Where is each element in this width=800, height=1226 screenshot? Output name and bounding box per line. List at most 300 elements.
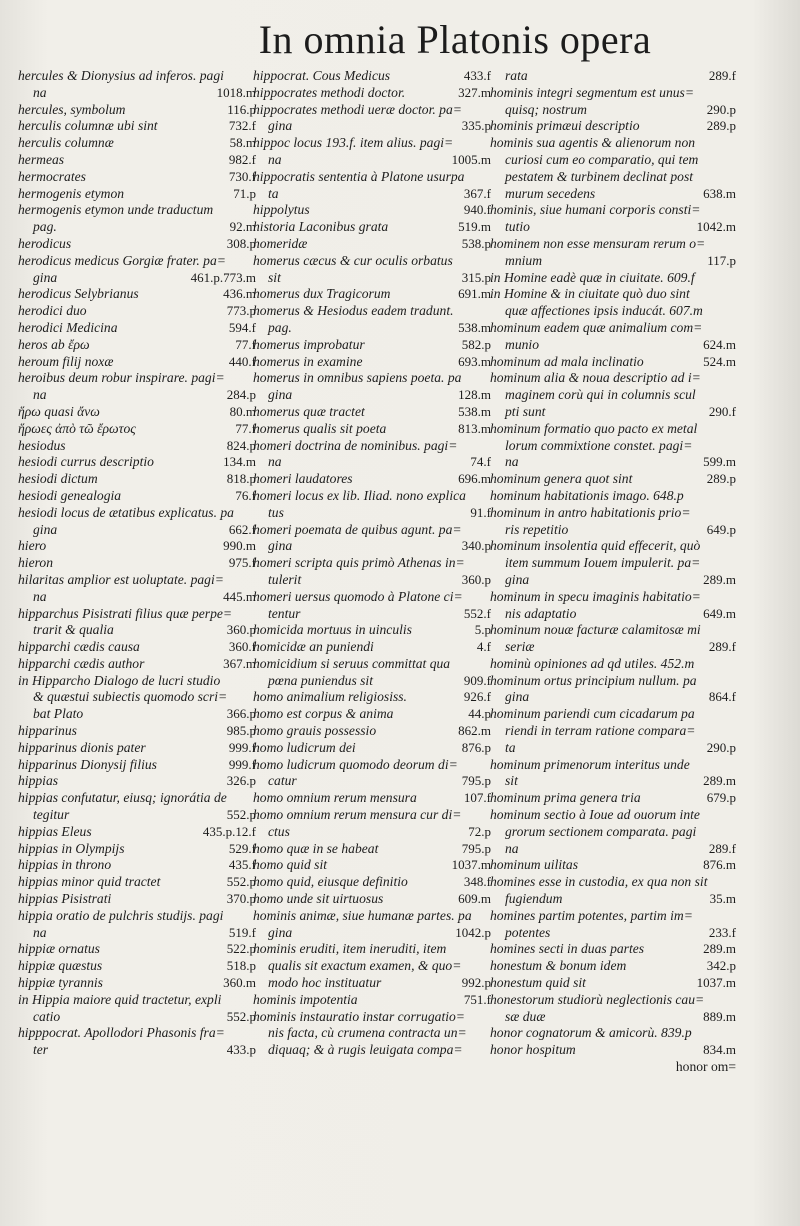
page-reference: 795.p <box>461 840 491 856</box>
index-line <box>490 975 736 992</box>
index-entry-text: hercules, symbolum <box>18 101 126 117</box>
index-line <box>253 337 491 354</box>
page-reference: 696.m <box>458 471 491 487</box>
index-line <box>253 857 491 874</box>
index-entry-text: tutio <box>505 219 530 235</box>
index-entry-text: hominum in antro habitationis prio= <box>490 504 691 520</box>
index-entry-text: hominis, siue humani corporis consti= <box>490 202 701 218</box>
index-line <box>18 421 256 438</box>
index-entry-text: maginem corù qui in columnis scul <box>505 387 696 403</box>
index-line <box>18 874 256 891</box>
page-reference: 985.p <box>226 723 256 739</box>
index-line <box>18 740 256 757</box>
index-line <box>253 370 491 387</box>
page-reference: 326.p <box>226 773 256 789</box>
page-reference: 342.p <box>706 958 736 974</box>
index-entry-text: ta <box>268 185 279 201</box>
index-entry-text: pestatem & turbinem declinat post <box>505 168 694 184</box>
index-entry-text: ter <box>33 1042 49 1058</box>
index-line <box>490 857 736 874</box>
index-entry-text: honestum quid sit <box>490 975 586 991</box>
index-entry-text: pœna puniendus sit <box>268 672 373 688</box>
page-reference: 940.f <box>463 202 491 218</box>
index-entry-text: ris repetitio <box>505 521 569 537</box>
page-reference: 529.f <box>228 840 256 856</box>
index-line <box>253 135 491 152</box>
page-reference: 552.f <box>463 605 491 621</box>
index-line <box>18 606 256 623</box>
page-reference: 360.m <box>223 975 256 991</box>
page-reference: 367.m <box>223 655 256 671</box>
index-entry-text: gina <box>33 269 58 285</box>
index-entry-text: quisq; nostrum <box>505 101 587 117</box>
page-reference: 77.f <box>235 336 256 352</box>
index-line <box>490 219 736 236</box>
page-reference: 992.p <box>461 975 491 991</box>
index-line <box>490 421 736 438</box>
index-line <box>18 689 256 706</box>
index-line <box>18 975 256 992</box>
index-line <box>18 1025 256 1042</box>
index-line <box>490 286 736 303</box>
index-entry-text: herodicus <box>18 235 72 251</box>
index-entry-text: hippias <box>18 773 59 789</box>
index-line <box>18 857 256 874</box>
page-reference: 1018.m <box>216 84 256 100</box>
index-line <box>18 639 256 656</box>
index-line <box>490 773 736 790</box>
index-entry-text: hippoc locus 193.f. item alius. pagi= <box>253 135 454 151</box>
page-reference: 436.m <box>223 286 256 302</box>
index-line <box>490 958 736 975</box>
index-entry-text: homo ludicrum dei <box>253 739 356 755</box>
index-entry-text: homo grauis possessio <box>253 723 377 739</box>
index-entry-text: hippias in throno <box>18 857 112 873</box>
index-line <box>490 270 736 287</box>
index-line <box>490 1009 736 1026</box>
index-line <box>490 186 736 203</box>
index-line <box>253 253 491 270</box>
index-entry-text: ἥρωες ἀπὸ τῶ ἔρωτος <box>18 420 136 436</box>
index-entry-text: catio <box>33 1008 61 1024</box>
index-line <box>490 606 736 623</box>
index-line <box>253 639 491 656</box>
index-entry-text: homo quid sit <box>253 857 328 873</box>
page-reference: 461.p.773.m <box>190 269 256 285</box>
index-entry-text: diquaq; & à rugis leuigata compa= <box>268 1042 463 1058</box>
page-reference: 1037.m <box>696 975 736 991</box>
index-line <box>490 706 736 723</box>
index-line <box>253 85 491 102</box>
index-entry-text: heros ab ἔρω <box>18 336 90 352</box>
page-reference: 649.p <box>706 521 736 537</box>
index-entry-text: historia Laconibus grata <box>253 219 389 235</box>
page-reference: 315.p <box>461 269 491 285</box>
index-line <box>253 757 491 774</box>
page-reference: 435.f <box>228 857 256 873</box>
index-entry-text: honestorum studiorù neglectionis cau= <box>490 991 705 1007</box>
index-entry-text: hippolytus <box>253 202 310 218</box>
index-line <box>490 790 736 807</box>
index-line <box>18 505 256 522</box>
page-reference: 44.p <box>468 706 491 722</box>
index-entry-text: sit <box>268 269 281 285</box>
index-line <box>490 522 736 539</box>
index-entry-text: hesiodi dictum <box>18 471 98 487</box>
page-reference: 290.p <box>706 101 736 117</box>
index-entry-text: hermogenis etymon <box>18 185 125 201</box>
page-reference: 624.m <box>703 336 736 352</box>
index-entry-text: hominum primenorum interitus unde <box>490 756 690 772</box>
index-line <box>253 689 491 706</box>
index-line <box>490 253 736 270</box>
page-reference: 433.p <box>226 1042 256 1058</box>
index-entry-text: herodici duo <box>18 303 87 319</box>
index-entry-text: gina <box>33 521 58 537</box>
index-entry-text: sæ duæ <box>505 1008 546 1024</box>
index-line <box>253 891 491 908</box>
index-entry-text: homeri scripta quis primò Athenas in= <box>253 555 465 571</box>
index-entry-text: gina <box>505 689 530 705</box>
index-entry-text: tus <box>268 504 284 520</box>
page-reference: 233.f <box>708 924 736 940</box>
page-reference: 72.p <box>468 823 491 839</box>
index-line <box>18 807 256 824</box>
index-line <box>253 219 491 236</box>
index-entry-text: homicidæ an puniendi <box>253 639 374 655</box>
page-reference: 107.f <box>463 790 491 806</box>
index-line <box>18 958 256 975</box>
index-entry-text: gina <box>268 118 293 134</box>
index-line <box>490 337 736 354</box>
index-entry-text: homeridæ <box>253 235 308 251</box>
index-line <box>490 488 736 505</box>
index-line <box>253 538 491 555</box>
index-line <box>18 673 256 690</box>
index-entry-text: homo quid, eiusque definitio <box>253 874 408 890</box>
index-line <box>253 740 491 757</box>
index-line <box>490 941 736 958</box>
page-reference: 679.p <box>706 790 736 806</box>
page-reference: 91.f <box>470 504 491 520</box>
index-entry-text: sit <box>505 773 518 789</box>
index-entry-text: homicidium si seruus committat qua <box>253 655 451 671</box>
index-line <box>253 454 491 471</box>
index-line <box>18 236 256 253</box>
index-entry-text: nis adaptatio <box>505 605 577 621</box>
index-line <box>253 656 491 673</box>
index-line <box>18 404 256 421</box>
index-line <box>18 824 256 841</box>
index-entry-text: na <box>268 454 282 470</box>
index-line <box>253 505 491 522</box>
page-reference: 80.m <box>229 403 256 419</box>
index-line <box>253 555 491 572</box>
page-reference: 649.m <box>703 605 736 621</box>
page-reference: 1042.p <box>455 924 491 940</box>
index-entry-text: hesiodus <box>18 437 66 453</box>
page-reference: 730.f <box>228 168 256 184</box>
page-reference: 982.f <box>228 151 256 167</box>
index-entry-text: na <box>33 924 47 940</box>
index-entry-text: homo quæ in se habeat <box>253 840 379 856</box>
index-line <box>253 303 491 320</box>
index-line <box>490 169 736 186</box>
index-entry-text: na <box>33 387 47 403</box>
index-entry-text: honor hospitum <box>490 1042 576 1058</box>
index-entry-text: hominum eadem quæ animalium com= <box>490 319 703 335</box>
index-entry-text: hominum sectio à Ioue ad ouorum inte <box>490 807 700 823</box>
index-line <box>490 925 736 942</box>
index-entry-text: herodicus Selybrianus <box>18 286 139 302</box>
index-entry-text: homerus & Hesiodus eadem tradunt. <box>253 303 454 319</box>
page-reference: 862.m <box>458 723 491 739</box>
index-entry-text: hominum ad mala inclinatio <box>490 353 644 369</box>
index-line <box>18 387 256 404</box>
page-reference: 340.p <box>461 538 491 554</box>
index-entry-text: trarit & qualia <box>33 622 114 638</box>
index-entry-text: hesiodi locus de ætatibus explicatus. pa <box>18 504 234 520</box>
page-reference: 818.p <box>226 471 256 487</box>
index-line <box>490 572 736 589</box>
index-entry-text: gina <box>268 538 293 554</box>
index-entry-text: tentur <box>268 605 301 621</box>
index-line <box>490 807 736 824</box>
index-entry-text: herodicus medicus Gorgiæ frater. pa= <box>18 252 226 268</box>
index-line <box>18 1042 256 1059</box>
index-entry-text: hipparchi cædis causa <box>18 639 140 655</box>
index-line <box>18 622 256 639</box>
index-entry-text: hipparinus dionis pater <box>18 739 146 755</box>
index-entry-text: hipparinus Dionysij filius <box>18 756 157 772</box>
page-reference: 433.f <box>463 68 491 83</box>
index-entry-text: hippia oratio de pulchris studijs. pagi <box>18 907 224 923</box>
page-reference: 4.f <box>476 639 491 655</box>
index-line <box>18 68 256 85</box>
page-reference: 552.p <box>226 1008 256 1024</box>
index-entry-text: hippiæ tyrannis <box>18 975 103 991</box>
index-entry-text: hippocrates methodi ueræ doctor. pa= <box>253 101 462 117</box>
page-reference: 552.p <box>226 807 256 823</box>
index-entry-text: heroum filij noxæ <box>18 353 114 369</box>
index-line <box>18 253 256 270</box>
index-line <box>253 421 491 438</box>
index-line <box>490 454 736 471</box>
page-reference: 999.f <box>228 739 256 755</box>
page-reference: 552.p <box>226 874 256 890</box>
index-entry-text: hesiodi currus descriptio <box>18 454 154 470</box>
page-reference: 582.p <box>461 336 491 352</box>
page-reference: 71.p <box>233 185 256 201</box>
index-line <box>18 706 256 723</box>
page-title: In omnia Platonis opera <box>258 17 652 62</box>
page-reference: 445.m <box>223 588 256 604</box>
index-entry-text: hominum alia & noua descriptio ad i= <box>490 370 701 386</box>
catchword: honor om= <box>675 1059 736 1075</box>
index-entry-text: homines esse in custodia, ex qua non sit <box>490 874 708 890</box>
index-line <box>253 354 491 371</box>
page-reference: 435.p.12.f <box>202 823 256 839</box>
page-reference: 824.p <box>226 437 256 453</box>
index-entry-text: hippiæ ornatus <box>18 941 100 957</box>
index-entry-text: hippocrates methodi doctor. <box>253 84 406 100</box>
index-entry-text: herculis columnæ ubi sint <box>18 118 158 134</box>
index-entry-text: homerus dux Tragicorum <box>253 286 391 302</box>
index-entry-text: in Hippia maiore quid tractetur, expli <box>18 991 222 1007</box>
index-line <box>490 354 736 371</box>
index-entry-text: hipppocrat. Apollodori Phasonis fra= <box>18 1025 225 1041</box>
index-entry-text: hipparchus Pisistrati filius quæ perpe= <box>18 605 233 621</box>
index-entry-text: hominis impotentia <box>253 991 358 1007</box>
index-line <box>18 85 256 102</box>
page-reference: 289.f <box>708 639 736 655</box>
index-line <box>490 740 736 757</box>
index-entry-text: homerus in omnibus sapiens poeta. pa <box>253 370 462 386</box>
index-entry-text: & quæstui subiectis quomodo scri= <box>33 689 228 705</box>
index-entry-text: rata <box>505 68 528 83</box>
index-entry-text: hominum habitationis imago. 648.p <box>490 487 684 503</box>
index-line <box>18 925 256 942</box>
page-reference: 1037.m <box>451 857 491 873</box>
index-entry-text: honor cognatorum & amicorù. 839.p <box>490 1025 692 1041</box>
index-line <box>18 454 256 471</box>
index-entry-text: hippias Eleus <box>18 823 92 839</box>
page-reference: 538.m <box>458 403 491 419</box>
index-line <box>253 286 491 303</box>
index-line <box>253 622 491 639</box>
index-entry-text: homo omnium rerum mensura <box>253 790 417 806</box>
index-line <box>18 757 256 774</box>
index-line <box>253 908 491 925</box>
index-line <box>253 169 491 186</box>
index-line <box>18 303 256 320</box>
index-line <box>253 202 491 219</box>
index-line <box>490 505 736 522</box>
page-reference: 308.p <box>226 235 256 251</box>
index-line <box>490 404 736 421</box>
page-reference: 290.p <box>706 739 736 755</box>
index-column-2 <box>253 68 491 1059</box>
index-line <box>18 102 256 119</box>
page-reference: 58.m <box>229 135 256 151</box>
page-reference: 524.m <box>703 353 736 369</box>
index-line <box>490 908 736 925</box>
page-reference: 864.f <box>708 689 736 705</box>
index-line <box>253 68 491 85</box>
page-reference: 440.f <box>228 353 256 369</box>
index-entry-text: hominum formatio quo pacto ex metal <box>490 420 698 436</box>
page-reference: 795.p <box>461 773 491 789</box>
index-entry-text: pag. <box>33 219 57 235</box>
page-reference: 77.f <box>235 420 256 436</box>
index-line <box>253 522 491 539</box>
page-reference: 1042.m <box>696 219 736 235</box>
index-line <box>490 992 736 1009</box>
index-line <box>490 639 736 656</box>
page-reference: 813.m <box>458 420 491 436</box>
index-entry-text: homeri locus ex lib. Iliad. nono explica <box>253 487 466 503</box>
index-entry-text: hominum insolentia quid effecerit, quò <box>490 538 701 554</box>
index-entry-text: seriæ <box>505 639 535 655</box>
index-entry-text: gina <box>268 387 293 403</box>
index-line <box>18 522 256 539</box>
index-line <box>18 438 256 455</box>
index-entry-text: hominum ortus principium nullum. pa <box>490 672 697 688</box>
page-reference: 876.m <box>703 857 736 873</box>
index-line <box>18 337 256 354</box>
page-reference: 289.p <box>706 471 736 487</box>
page-reference: 693.m <box>458 353 491 369</box>
index-entry-text: in Hipparcho Dialogo de lucri studio <box>18 672 221 688</box>
index-entry-text: riendi in terram ratione compara= <box>505 723 696 739</box>
index-line <box>253 270 491 287</box>
index-entry-text: hominis integri segmentum est unus= <box>490 84 695 100</box>
index-line <box>18 186 256 203</box>
index-entry-text: herculis columnæ <box>18 135 114 151</box>
index-line <box>490 1042 736 1059</box>
index-line <box>18 908 256 925</box>
index-entry-text: hominum nouæ facturæ calamitosæ mi <box>490 622 701 638</box>
index-entry-text: grorum sectionem comparata. pagi <box>505 823 697 839</box>
index-entry-text: herodici Medicina <box>18 319 118 335</box>
index-line <box>18 152 256 169</box>
page-reference: 289.m <box>703 773 736 789</box>
page-reference: 290.f <box>708 403 736 419</box>
index-line <box>253 404 491 421</box>
index-entry-text: na <box>505 454 519 470</box>
page-reference: 599.m <box>703 454 736 470</box>
index-line <box>490 824 736 841</box>
index-line <box>253 387 491 404</box>
index-line <box>253 102 491 119</box>
index-entry-text: quæ affectiones ipsis inducát. 607.m <box>505 303 703 319</box>
index-line <box>253 958 491 975</box>
index-entry-text: hippias Pisistrati <box>18 891 112 907</box>
index-entry-text: catur <box>268 773 297 789</box>
index-line <box>253 471 491 488</box>
page-reference: 5.p <box>474 622 491 638</box>
index-line <box>490 135 736 152</box>
index-entry-text: hominum uilitas <box>490 857 578 873</box>
index-line <box>18 202 256 219</box>
index-line <box>18 992 256 1009</box>
index-line <box>18 270 256 287</box>
page-reference: 594.f <box>228 319 256 335</box>
index-line <box>253 1042 491 1059</box>
page-reference: 348.f <box>463 874 491 890</box>
index-entry-text: gina <box>505 571 530 587</box>
index-line <box>18 572 256 589</box>
page-reference: 1005.m <box>451 151 491 167</box>
index-line <box>18 841 256 858</box>
index-line <box>490 673 736 690</box>
index-line <box>490 471 736 488</box>
index-line <box>18 773 256 790</box>
index-entry-text: qualis sit exactum examen, & quo= <box>268 958 462 974</box>
index-line <box>253 572 491 589</box>
index-entry-text: tulerit <box>268 571 302 587</box>
index-entry-text: hieron <box>18 555 53 571</box>
index-line <box>490 1025 736 1042</box>
index-entry-text: hominis animæ, siue humanæ partes. pa <box>253 907 472 923</box>
index-entry-text: homines secti in duas partes <box>490 941 645 957</box>
index-column-3 <box>490 68 736 1076</box>
index-entry-text: in Homine & in ciuitate quò duo sint <box>490 286 690 302</box>
page-reference: 518.p <box>226 958 256 974</box>
index-line <box>490 102 736 119</box>
index-entry-text: homeri doctrina de nominibus. pagi= <box>253 437 458 453</box>
index-entry-text: hippias minor quid tractet <box>18 874 161 890</box>
